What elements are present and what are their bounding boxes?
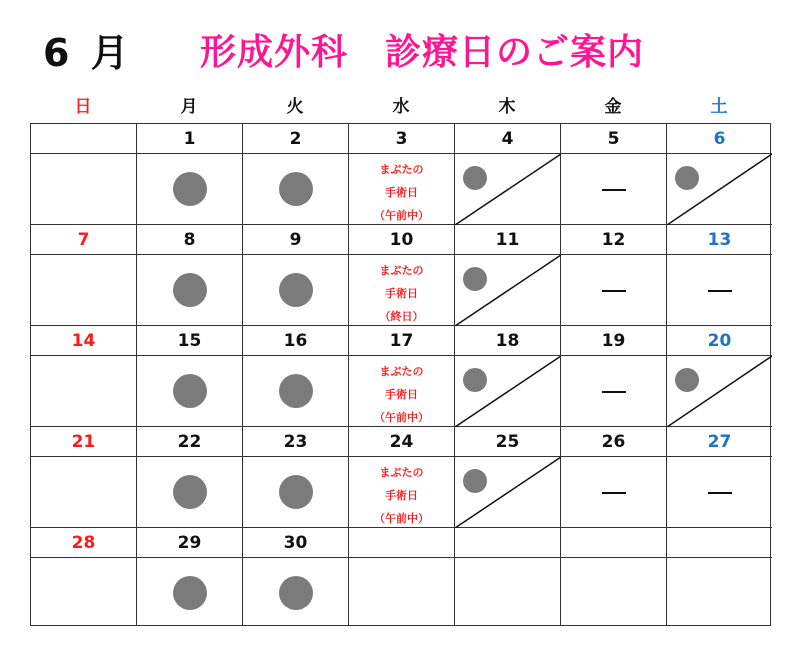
surgery-day-note (349, 259, 454, 328)
date-cell-mon: 15 (137, 326, 243, 356)
schedule-cell-fri (561, 356, 667, 427)
schedule-cell-thu (455, 356, 561, 427)
closed-dash-icon (708, 290, 732, 292)
date-cell-wed: 3 (349, 124, 455, 154)
date-cell-sun: 21 (31, 427, 137, 457)
full-day-clinic-dot-icon (279, 374, 313, 408)
date-cell-thu: 4 (455, 124, 561, 154)
surgery-day-note (349, 360, 454, 429)
full-day-clinic-dot-icon (279, 273, 313, 307)
calendar-grid (30, 123, 771, 626)
schedule-cell-sat (667, 558, 772, 626)
schedule-cell-sun (31, 457, 137, 528)
date-cell-thu: 11 (455, 225, 561, 255)
surgery-note-line: 手術日 (385, 186, 418, 199)
date-cell-sat (667, 528, 772, 558)
date-cell-wed (349, 528, 455, 558)
weekday-thu: 木 (498, 97, 516, 117)
morning-clinic-dot-icon (463, 469, 487, 493)
schedule-cell-sat (667, 457, 772, 528)
schedule-cell-tue (243, 558, 349, 626)
schedule-cell-fri (561, 154, 667, 225)
date-cell-sat: 6 (667, 124, 772, 154)
full-day-clinic-dot-icon (279, 475, 313, 509)
closed-dash-icon (602, 492, 626, 494)
weekday-fri: 金 (604, 97, 622, 117)
date-cell-sat: 20 (667, 326, 772, 356)
schedule-cell-sun (31, 255, 137, 326)
schedule-cell-mon (137, 255, 243, 326)
surgery-note-line: （午前中） (374, 209, 429, 222)
surgery-note-line: まぶたの (379, 365, 424, 378)
date-cell-tue: 9 (243, 225, 349, 255)
weekday-sat: 土 (710, 97, 728, 117)
closed-dash-icon (602, 290, 626, 292)
full-day-clinic-dot-icon (173, 576, 207, 610)
schedule-cell-tue (243, 255, 349, 326)
date-cell-sun: 28 (31, 528, 137, 558)
schedule-cell-wed (349, 255, 455, 326)
date-cell-tue: 30 (243, 528, 349, 558)
date-cell-mon: 1 (137, 124, 243, 154)
schedule-cell-fri (561, 255, 667, 326)
schedule-cell-sat (667, 255, 772, 326)
closed-dash-icon (708, 492, 732, 494)
schedule-cell-sun (31, 356, 137, 427)
surgery-note-line: 手術日 (385, 388, 418, 401)
full-day-clinic-dot-icon (173, 172, 207, 206)
schedule-cell-thu (455, 558, 561, 626)
date-cell-mon: 8 (137, 225, 243, 255)
full-day-clinic-dot-icon (173, 273, 207, 307)
surgery-note-line: まぶたの (379, 264, 424, 277)
page-title: 形成外科 診療日のご案内 (200, 32, 645, 73)
weekday-mon: 月 (180, 97, 198, 117)
surgery-day-note (349, 461, 454, 530)
weekday-sun: 日 (74, 97, 92, 117)
date-cell-sat: 13 (667, 225, 772, 255)
date-cell-tue: 23 (243, 427, 349, 457)
weekday-wed: 水 (392, 97, 410, 117)
date-cell-thu: 25 (455, 427, 561, 457)
date-cell-sun: 14 (31, 326, 137, 356)
schedule-cell-thu (455, 255, 561, 326)
schedule-cell-mon (137, 154, 243, 225)
schedule-cell-wed (349, 457, 455, 528)
schedule-cell-mon (137, 356, 243, 427)
date-cell-mon: 22 (137, 427, 243, 457)
date-cell-thu (455, 528, 561, 558)
date-cell-sun: 7 (31, 225, 137, 255)
schedule-cell-sun (31, 154, 137, 225)
surgery-note-line: （午前中） (374, 512, 429, 525)
surgery-note-line: 手術日 (385, 489, 418, 502)
schedule-cell-thu (455, 154, 561, 225)
date-cell-fri: 26 (561, 427, 667, 457)
schedule-cell-tue (243, 356, 349, 427)
schedule-cell-wed (349, 356, 455, 427)
date-cell-fri: 12 (561, 225, 667, 255)
full-day-clinic-dot-icon (173, 475, 207, 509)
morning-clinic-dot-icon (463, 166, 487, 190)
date-cell-mon: 29 (137, 528, 243, 558)
morning-clinic-dot-icon (463, 368, 487, 392)
date-cell-tue: 16 (243, 326, 349, 356)
schedule-cell-sat (667, 356, 772, 427)
month-label: 6 月 (43, 31, 133, 75)
date-cell-sun (31, 124, 137, 154)
surgery-note-line: （終日） (379, 310, 424, 323)
schedule-cell-tue (243, 457, 349, 528)
full-day-clinic-dot-icon (279, 576, 313, 610)
morning-clinic-dot-icon (675, 166, 699, 190)
date-cell-fri: 19 (561, 326, 667, 356)
date-cell-fri: 5 (561, 124, 667, 154)
surgery-note-line: 手術日 (385, 287, 418, 300)
closed-dash-icon (602, 391, 626, 393)
weekday-tue: 火 (286, 97, 304, 117)
schedule-cell-thu (455, 457, 561, 528)
date-cell-thu: 18 (455, 326, 561, 356)
surgery-note-line: まぶたの (379, 466, 424, 479)
morning-clinic-dot-icon (463, 267, 487, 291)
date-cell-fri (561, 528, 667, 558)
date-cell-wed: 24 (349, 427, 455, 457)
schedule-cell-wed (349, 154, 455, 225)
schedule-cell-fri (561, 558, 667, 626)
full-day-clinic-dot-icon (173, 374, 207, 408)
schedule-cell-tue (243, 154, 349, 225)
surgery-note-line: まぶたの (379, 163, 424, 176)
schedule-cell-wed (349, 558, 455, 626)
full-day-clinic-dot-icon (279, 172, 313, 206)
schedule-cell-sat (667, 154, 772, 225)
surgery-day-note (349, 158, 454, 227)
morning-clinic-dot-icon (675, 368, 699, 392)
schedule-cell-sun (31, 558, 137, 626)
closed-dash-icon (602, 189, 626, 191)
schedule-cell-mon (137, 457, 243, 528)
date-cell-wed: 17 (349, 326, 455, 356)
schedule-cell-mon (137, 558, 243, 626)
date-cell-wed: 10 (349, 225, 455, 255)
schedule-cell-fri (561, 457, 667, 528)
weekday-header (30, 92, 771, 122)
date-cell-tue: 2 (243, 124, 349, 154)
surgery-note-line: （午前中） (374, 411, 429, 424)
date-cell-sat: 27 (667, 427, 772, 457)
